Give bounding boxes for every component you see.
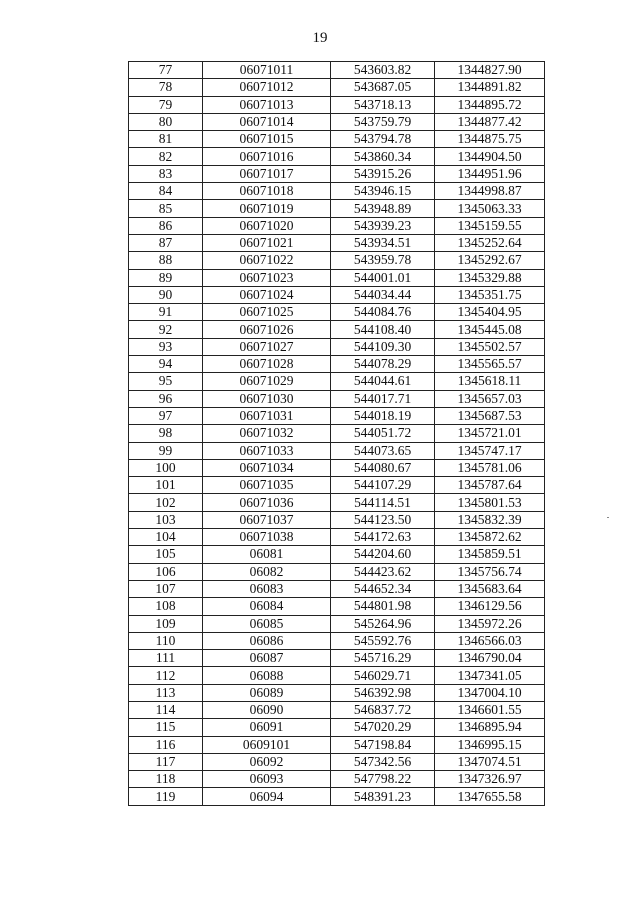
y-coordinate-cell: 1345404.95 (435, 304, 545, 321)
y-coordinate-cell: 1344998.87 (435, 183, 545, 200)
point-id-cell: 06083 (203, 580, 331, 597)
x-coordinate-cell: 544123.50 (331, 511, 435, 528)
x-coordinate-cell: 547798.22 (331, 771, 435, 788)
table-row (129, 321, 545, 338)
table-row (129, 304, 545, 321)
point-id-cell: 06089 (203, 684, 331, 701)
point-id-cell: 06085 (203, 615, 331, 632)
x-coordinate-cell: 546392.98 (331, 684, 435, 701)
table-row (129, 667, 545, 684)
table-row (129, 338, 545, 355)
table-row (129, 442, 545, 459)
point-id-cell: 06090 (203, 701, 331, 718)
row-index-cell: 93 (129, 338, 203, 355)
table-row (129, 529, 545, 546)
row-index-cell: 85 (129, 200, 203, 217)
x-coordinate-cell: 543860.34 (331, 148, 435, 165)
x-coordinate-cell: 547020.29 (331, 719, 435, 736)
y-coordinate-cell: 1345683.64 (435, 580, 545, 597)
row-index-cell: 79 (129, 96, 203, 113)
x-coordinate-cell: 548391.23 (331, 788, 435, 805)
y-coordinate-cell: 1345159.55 (435, 217, 545, 234)
y-coordinate-cell: 1347341.05 (435, 667, 545, 684)
x-coordinate-cell: 543794.78 (331, 131, 435, 148)
x-coordinate-cell: 546837.72 (331, 701, 435, 718)
point-id-cell: 06071032 (203, 425, 331, 442)
y-coordinate-cell: 1346790.04 (435, 650, 545, 667)
point-id-cell: 06081 (203, 546, 331, 563)
row-index-cell: 97 (129, 407, 203, 424)
y-coordinate-cell: 1345445.08 (435, 321, 545, 338)
y-coordinate-cell: 1344877.42 (435, 113, 545, 130)
row-index-cell: 104 (129, 529, 203, 546)
y-coordinate-cell: 1346129.56 (435, 598, 545, 615)
table-row (129, 165, 545, 182)
row-index-cell: 107 (129, 580, 203, 597)
table-row (129, 200, 545, 217)
table-row (129, 269, 545, 286)
table-row (129, 736, 545, 753)
y-coordinate-cell: 1346995.15 (435, 736, 545, 753)
row-index-cell: 98 (129, 425, 203, 442)
table-row (129, 477, 545, 494)
table-row (129, 183, 545, 200)
scan-speck (607, 517, 609, 518)
point-id-cell: 06084 (203, 598, 331, 615)
table-row (129, 701, 545, 718)
x-coordinate-cell: 543939.23 (331, 217, 435, 234)
y-coordinate-cell: 1346895.94 (435, 719, 545, 736)
point-id-cell: 06071037 (203, 511, 331, 528)
point-id-cell: 06071029 (203, 373, 331, 390)
y-coordinate-cell: 1344904.50 (435, 148, 545, 165)
row-index-cell: 103 (129, 511, 203, 528)
point-id-cell: 06071013 (203, 96, 331, 113)
table-row (129, 356, 545, 373)
table-row (129, 753, 545, 770)
point-id-cell: 0609101 (203, 736, 331, 753)
row-index-cell: 78 (129, 79, 203, 96)
point-id-cell: 06071015 (203, 131, 331, 148)
table-row (129, 234, 545, 251)
x-coordinate-cell: 544084.76 (331, 304, 435, 321)
row-index-cell: 99 (129, 442, 203, 459)
row-index-cell: 112 (129, 667, 203, 684)
row-index-cell: 115 (129, 719, 203, 736)
y-coordinate-cell: 1345872.62 (435, 529, 545, 546)
y-coordinate-cell: 1345292.67 (435, 252, 545, 269)
y-coordinate-cell: 1345565.57 (435, 356, 545, 373)
coordinates-table (128, 61, 545, 806)
y-coordinate-cell: 1345781.06 (435, 459, 545, 476)
point-id-cell: 06071028 (203, 356, 331, 373)
row-index-cell: 119 (129, 788, 203, 805)
y-coordinate-cell: 1345502.57 (435, 338, 545, 355)
point-id-cell: 06071019 (203, 200, 331, 217)
y-coordinate-cell: 1346601.55 (435, 701, 545, 718)
x-coordinate-cell: 544001.01 (331, 269, 435, 286)
y-coordinate-cell: 1345329.88 (435, 269, 545, 286)
table-row (129, 615, 545, 632)
point-id-cell: 06071022 (203, 252, 331, 269)
x-coordinate-cell: 544073.65 (331, 442, 435, 459)
row-index-cell: 101 (129, 477, 203, 494)
table-row (129, 598, 545, 615)
y-coordinate-cell: 1344875.75 (435, 131, 545, 148)
coordinates-table-body (129, 62, 545, 806)
row-index-cell: 108 (129, 598, 203, 615)
row-index-cell: 114 (129, 701, 203, 718)
y-coordinate-cell: 1345787.64 (435, 477, 545, 494)
row-index-cell: 87 (129, 234, 203, 251)
point-id-cell: 06091 (203, 719, 331, 736)
x-coordinate-cell: 544018.19 (331, 407, 435, 424)
y-coordinate-cell: 1345832.39 (435, 511, 545, 528)
row-index-cell: 118 (129, 771, 203, 788)
x-coordinate-cell: 544801.98 (331, 598, 435, 615)
point-id-cell: 06071023 (203, 269, 331, 286)
point-id-cell: 06071024 (203, 286, 331, 303)
point-id-cell: 06071011 (203, 62, 331, 79)
row-index-cell: 94 (129, 356, 203, 373)
y-coordinate-cell: 1347004.10 (435, 684, 545, 701)
x-coordinate-cell: 544109.30 (331, 338, 435, 355)
table-row (129, 373, 545, 390)
row-index-cell: 92 (129, 321, 203, 338)
row-index-cell: 86 (129, 217, 203, 234)
point-id-cell: 06087 (203, 650, 331, 667)
point-id-cell: 06071012 (203, 79, 331, 96)
y-coordinate-cell: 1345859.51 (435, 546, 545, 563)
x-coordinate-cell: 544078.29 (331, 356, 435, 373)
y-coordinate-cell: 1345351.75 (435, 286, 545, 303)
row-index-cell: 100 (129, 459, 203, 476)
point-id-cell: 06071038 (203, 529, 331, 546)
row-index-cell: 105 (129, 546, 203, 563)
table-row (129, 425, 545, 442)
row-index-cell: 109 (129, 615, 203, 632)
point-id-cell: 06071018 (203, 183, 331, 200)
row-index-cell: 81 (129, 131, 203, 148)
y-coordinate-cell: 1346566.03 (435, 632, 545, 649)
table-row (129, 252, 545, 269)
table-row (129, 684, 545, 701)
table-row (129, 563, 545, 580)
x-coordinate-cell: 545716.29 (331, 650, 435, 667)
table-row (129, 580, 545, 597)
table-row (129, 390, 545, 407)
y-coordinate-cell: 1345252.64 (435, 234, 545, 251)
y-coordinate-cell: 1344951.96 (435, 165, 545, 182)
row-index-cell: 95 (129, 373, 203, 390)
y-coordinate-cell: 1344895.72 (435, 96, 545, 113)
row-index-cell: 111 (129, 650, 203, 667)
table-row (129, 96, 545, 113)
x-coordinate-cell: 543946.15 (331, 183, 435, 200)
point-id-cell: 06086 (203, 632, 331, 649)
point-id-cell: 06071014 (203, 113, 331, 130)
y-coordinate-cell: 1345972.26 (435, 615, 545, 632)
y-coordinate-cell: 1345747.17 (435, 442, 545, 459)
x-coordinate-cell: 544204.60 (331, 546, 435, 563)
x-coordinate-cell: 543934.51 (331, 234, 435, 251)
table-row (129, 459, 545, 476)
row-index-cell: 90 (129, 286, 203, 303)
y-coordinate-cell: 1345756.74 (435, 563, 545, 580)
y-coordinate-cell: 1345657.03 (435, 390, 545, 407)
x-coordinate-cell: 544034.44 (331, 286, 435, 303)
y-coordinate-cell: 1345801.53 (435, 494, 545, 511)
x-coordinate-cell: 544423.62 (331, 563, 435, 580)
table-row (129, 632, 545, 649)
y-coordinate-cell: 1347326.97 (435, 771, 545, 788)
y-coordinate-cell: 1347074.51 (435, 753, 545, 770)
x-coordinate-cell: 544044.61 (331, 373, 435, 390)
y-coordinate-cell: 1345687.53 (435, 407, 545, 424)
row-index-cell: 117 (129, 753, 203, 770)
row-index-cell: 80 (129, 113, 203, 130)
y-coordinate-cell: 1345063.33 (435, 200, 545, 217)
y-coordinate-cell: 1347655.58 (435, 788, 545, 805)
x-coordinate-cell: 546029.71 (331, 667, 435, 684)
x-coordinate-cell: 544080.67 (331, 459, 435, 476)
point-id-cell: 06071036 (203, 494, 331, 511)
table-row (129, 131, 545, 148)
x-coordinate-cell: 543915.26 (331, 165, 435, 182)
row-index-cell: 96 (129, 390, 203, 407)
row-index-cell: 77 (129, 62, 203, 79)
table-row (129, 771, 545, 788)
table-row (129, 407, 545, 424)
point-id-cell: 06092 (203, 753, 331, 770)
table-row (129, 148, 545, 165)
table-row (129, 62, 545, 79)
x-coordinate-cell: 547342.56 (331, 753, 435, 770)
table-row (129, 217, 545, 234)
x-coordinate-cell: 543687.05 (331, 79, 435, 96)
point-id-cell: 06071016 (203, 148, 331, 165)
x-coordinate-cell: 543603.82 (331, 62, 435, 79)
row-index-cell: 82 (129, 148, 203, 165)
point-id-cell: 06071034 (203, 459, 331, 476)
x-coordinate-cell: 545264.96 (331, 615, 435, 632)
table-row (129, 494, 545, 511)
x-coordinate-cell: 543718.13 (331, 96, 435, 113)
x-coordinate-cell: 544107.29 (331, 477, 435, 494)
point-id-cell: 06071020 (203, 217, 331, 234)
point-id-cell: 06071035 (203, 477, 331, 494)
table-row (129, 79, 545, 96)
row-index-cell: 91 (129, 304, 203, 321)
point-id-cell: 06071017 (203, 165, 331, 182)
point-id-cell: 06071026 (203, 321, 331, 338)
x-coordinate-cell: 544652.34 (331, 580, 435, 597)
x-coordinate-cell: 544108.40 (331, 321, 435, 338)
point-id-cell: 06071030 (203, 390, 331, 407)
row-index-cell: 102 (129, 494, 203, 511)
y-coordinate-cell: 1344891.82 (435, 79, 545, 96)
x-coordinate-cell: 544017.71 (331, 390, 435, 407)
row-index-cell: 110 (129, 632, 203, 649)
point-id-cell: 06071021 (203, 234, 331, 251)
row-index-cell: 89 (129, 269, 203, 286)
row-index-cell: 83 (129, 165, 203, 182)
table-row (129, 511, 545, 528)
row-index-cell: 113 (129, 684, 203, 701)
y-coordinate-cell: 1345618.11 (435, 373, 545, 390)
x-coordinate-cell: 544114.51 (331, 494, 435, 511)
table-row (129, 788, 545, 805)
table-row (129, 286, 545, 303)
point-id-cell: 06071027 (203, 338, 331, 355)
row-index-cell: 84 (129, 183, 203, 200)
table-row (129, 113, 545, 130)
row-index-cell: 116 (129, 736, 203, 753)
x-coordinate-cell: 543959.78 (331, 252, 435, 269)
x-coordinate-cell: 547198.84 (331, 736, 435, 753)
x-coordinate-cell: 545592.76 (331, 632, 435, 649)
y-coordinate-cell: 1344827.90 (435, 62, 545, 79)
x-coordinate-cell: 544172.63 (331, 529, 435, 546)
x-coordinate-cell: 543759.79 (331, 113, 435, 130)
table-row (129, 546, 545, 563)
table-row (129, 650, 545, 667)
y-coordinate-cell: 1345721.01 (435, 425, 545, 442)
row-index-cell: 106 (129, 563, 203, 580)
point-id-cell: 06088 (203, 667, 331, 684)
point-id-cell: 06082 (203, 563, 331, 580)
page-number: 19 (312, 30, 328, 46)
table-row (129, 719, 545, 736)
x-coordinate-cell: 543948.89 (331, 200, 435, 217)
point-id-cell: 06071033 (203, 442, 331, 459)
point-id-cell: 06071025 (203, 304, 331, 321)
point-id-cell: 06094 (203, 788, 331, 805)
point-id-cell: 06071031 (203, 407, 331, 424)
row-index-cell: 88 (129, 252, 203, 269)
point-id-cell: 06093 (203, 771, 331, 788)
x-coordinate-cell: 544051.72 (331, 425, 435, 442)
